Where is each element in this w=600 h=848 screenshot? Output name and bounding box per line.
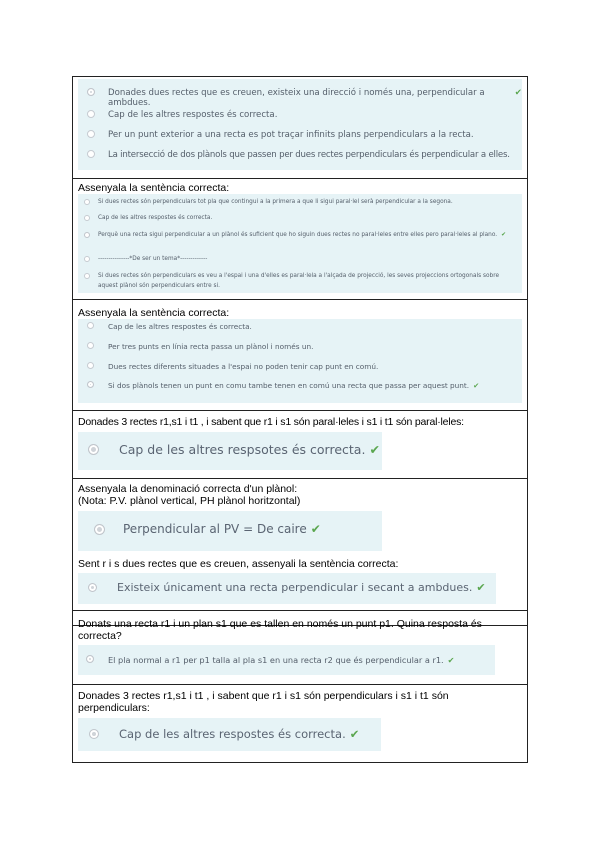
option-text: ---------------*De ser un tema*-------------	[98, 256, 208, 262]
question-block-2	[73, 179, 527, 300]
answer-option[interactable]	[89, 727, 381, 741]
option-text: Per un punt exterior a una recta es pot traçar infinits plans perpendiculars a la recta.	[108, 130, 474, 140]
check-icon: ✔	[369, 442, 380, 457]
option-text: Dues rectes diferents situades a l'espai no poden tenir cap punt en comú.	[108, 362, 379, 371]
answer-option[interactable]	[87, 322, 522, 331]
answer-panel	[78, 718, 381, 751]
radio-icon[interactable]	[87, 88, 95, 96]
question-text: Donades 3 rectes r1,s1 i t1 , i sabent que r1 i s1 són paral·leles i s1 i t1 són paral·leles:	[78, 416, 464, 428]
check-icon: ✔	[349, 727, 360, 741]
radio-icon[interactable]	[87, 342, 94, 349]
question-text: Assenyala la sentència correcta:	[78, 182, 230, 194]
answer-option[interactable]	[84, 215, 516, 222]
question-text: Assenyala la sentència correcta:	[78, 307, 230, 319]
answer-panel	[78, 194, 522, 293]
check-icon: ✔	[473, 381, 480, 390]
answer-option[interactable]	[84, 271, 516, 291]
answer-panel	[78, 511, 382, 551]
question-text: Donats una recta r1 i un plan s1 que es tallen en només un punt p1. Quina resposta és	[78, 618, 482, 630]
question-text-cont: perpendiculars:	[78, 702, 150, 714]
answer-option[interactable]	[87, 110, 522, 120]
radio-icon[interactable]	[87, 150, 95, 158]
option-text: Si dos plànols tenen un punt en comu tambe tenen en comú una recta que passa per aquest punt.	[108, 381, 470, 390]
option-text: Cap de les altres respsotes és correcta.	[119, 442, 366, 457]
radio-icon[interactable]	[87, 322, 94, 329]
option-text: Per tres punts en línia recta passa un plànol i només un.	[108, 342, 314, 351]
option-text: Cap de les altres respostes és correcta.	[108, 110, 278, 120]
answer-option[interactable]	[87, 381, 522, 390]
quiz-frame	[72, 76, 528, 763]
question-text-cont: correcta?	[78, 630, 122, 642]
radio-icon[interactable]	[87, 381, 94, 388]
option-text: El pla normal a r1 per p1 talla al pla s1 en una recta r2 que és perpendicular a r1.	[108, 655, 444, 665]
radio-icon[interactable]	[94, 524, 105, 535]
answer-option[interactable]	[87, 88, 522, 108]
radio-icon[interactable]	[88, 444, 99, 455]
radio-icon[interactable]	[86, 655, 94, 663]
radio-icon[interactable]	[84, 256, 90, 262]
option-text: Cap de les altres respostes és correcta.	[119, 727, 346, 741]
answer-option[interactable]	[87, 342, 522, 351]
question-block-6	[73, 552, 527, 611]
check-icon: ✔	[310, 522, 321, 536]
answer-option[interactable]	[87, 130, 522, 140]
answer-option[interactable]	[94, 522, 382, 537]
answer-option[interactable]	[84, 199, 516, 206]
radio-icon[interactable]	[88, 583, 97, 592]
radio-icon[interactable]	[87, 130, 95, 138]
option-text: Perquè una recta sigui perpendicular a un plànol és suficient que ho siguin dues rectes no paral·leles entre elles pero paral·leles al plano.	[98, 232, 498, 238]
radio-icon[interactable]	[84, 273, 90, 279]
check-icon: ✔	[501, 232, 507, 238]
answer-panel	[78, 573, 496, 604]
answer-panel	[78, 645, 495, 675]
option-text: Perpendicular al PV = De caire	[123, 522, 307, 536]
option-text: La intersecció de dos plànols que passen per dues rectes perpendiculars és perpendicular a elles.	[108, 150, 510, 160]
radio-icon[interactable]	[89, 729, 99, 739]
answer-option[interactable]	[88, 581, 496, 594]
check-icon: ✔	[476, 581, 486, 594]
option-text: Si dues rectes són perpendiculars tot pla que contingui a la primera a que li sigui paral·lel serà perpendicular a la segona.	[98, 199, 453, 205]
answer-option[interactable]	[88, 442, 382, 457]
question-text: Assenyala la denominació correcta d'un plànol:	[78, 483, 298, 495]
check-icon: ✔	[447, 655, 455, 665]
radio-icon[interactable]	[87, 110, 95, 118]
answer-option[interactable]	[84, 256, 516, 263]
answer-panel	[78, 79, 522, 170]
radio-icon[interactable]	[84, 215, 90, 221]
radio-icon[interactable]	[84, 232, 90, 238]
question-text: Sent r i s dues rectes que es creuen, assenyali la sentència correcta:	[78, 558, 399, 570]
question-block-7	[73, 611, 527, 685]
option-text: Cap de les altres respostes és correcta.	[108, 322, 252, 331]
question-text: Donades 3 rectes r1,s1 i t1 , i sabent que r1 i s1 són perpendiculars i s1 i t1 són	[78, 690, 449, 702]
option-text: Existeix únicament una recta perpendicular i secant a ambdues.	[117, 581, 473, 594]
option-text: Cap de les altres respostes és correcta.	[98, 215, 213, 221]
radio-icon[interactable]	[84, 199, 90, 205]
answer-panel	[78, 319, 522, 403]
question-block-4	[73, 411, 527, 479]
question-block-8	[73, 685, 527, 762]
question-note: (Nota: P.V. plànol vertical, PH plànol horitzontal)	[78, 495, 301, 507]
answer-option[interactable]	[87, 150, 522, 160]
radio-icon[interactable]	[87, 362, 94, 369]
answer-option[interactable]	[84, 230, 514, 240]
question-block-1	[73, 77, 527, 179]
answer-option[interactable]	[86, 655, 495, 665]
question-block-3	[73, 300, 527, 411]
option-text: Donades dues rectes que es creuen, existeix una direcció i només una, perpendicular a ambdues.	[108, 88, 485, 108]
answer-option[interactable]	[87, 362, 522, 371]
check-icon: ✔	[514, 88, 522, 98]
option-text: Si dues rectes són perpendiculars es veu a l'espai i una d'elles es paral·lela a l'alçada de projecció, les seves projeccions ortogonals sobre aquest plànol són perpendiculars entre si.	[98, 273, 500, 289]
answer-panel	[78, 432, 382, 470]
